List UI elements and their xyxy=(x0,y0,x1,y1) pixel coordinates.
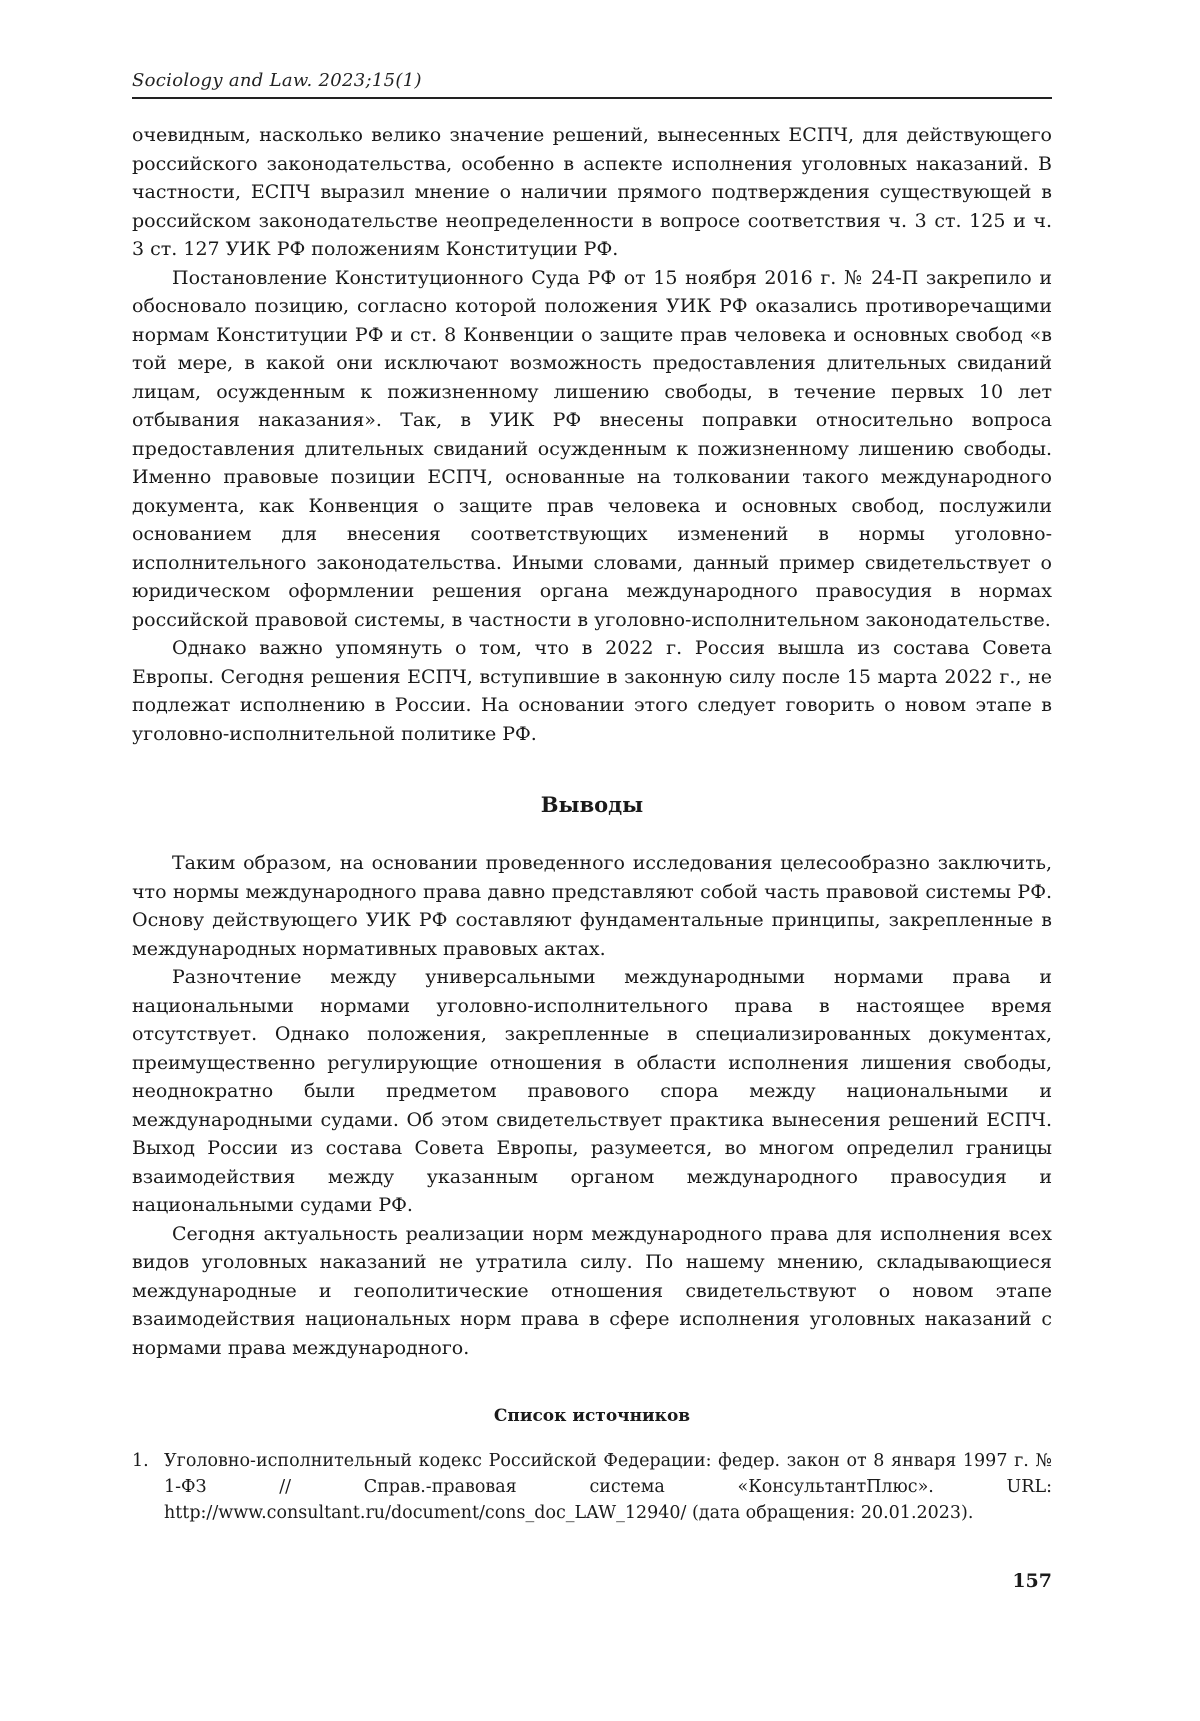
reference-text: Уголовно-исполнительный кодекс Российской Федерации: федер. закон от 8 января 1997 г. № 1-ФЗ // Справ.-правовая система «КонсультантПлюс». URL: http://www.consultant.ru/document/cons_doc_LAW_12940/ (дата обращения: 20.01.2023). xyxy=(164,1451,1052,1523)
references-list xyxy=(132,1448,1052,1526)
reference-item xyxy=(132,1448,1052,1526)
paragraph: Таким образом, на основании проведенного исследования целесообразно заключить, что нормы международного права давно представляют собой часть правовой системы РФ. Основу действующего УИК РФ составляют фундаментальные принципы, закрепленные в международных нормативных правовых актах. xyxy=(132,852,1052,960)
paragraph: Постановление Конституционного Суда РФ от 15 ноября 2016 г. № 24-П закрепило и обосновало позицию, согласно которой положения УИК РФ оказались противоречащими нормам Конституции РФ и ст. 8 Конвенции о защите прав человека и основных свобод «в той мере, в какой они исключают возможность предоставления длительных свиданий лицам, осужденным к пожизненному лишению свободы, в течение первых 10 лет отбывания наказания». Так, в УИК РФ внесены поправки относительно вопроса предоставления длительных свиданий осужденным к пожизненному лишению свободы. Именно правовые позиции ЕСПЧ, основанные на толковании такого международного документа, как Конвенция о защите прав человека и основных свобод, послужили основанием для внесения соответствующих изменений в нормы уголовно-исполнительного законодательства. Иными словами, данный пример свидетельствует о юридическом оформлении решения органа международного правосудия в нормах российской правовой системы, в частности в уголовно-исполнительном законодательстве. xyxy=(132,266,1052,631)
body-text xyxy=(132,121,1052,1362)
paragraph: Сегодня актуальность реализации норм международного права для исполнения всех видов уголовных наказаний не утратила силу. По нашему мнению, складывающиеся международные и геополитические отношения свидетельствуют о новом этапе взаимодействия национальных норм права в сфере исполнения уголовных наказаний с нормами права международного. xyxy=(132,1222,1052,1359)
reference-number: 1. xyxy=(132,1451,149,1471)
paragraph: очевидным, насколько велико значение решений, вынесенных ЕСПЧ, для действующего российского законодательства, особенно в аспекте исполнения уголовных наказаний. В частности, ЕСПЧ выразил мнение о наличии прямого подтверждения существующей в российском законодательстве неопределенности в вопросе соответствия ч. 3 ст. 125 и ч. 3 ст. 127 УИК РФ положениям Конституции РФ. xyxy=(132,124,1052,260)
page-number: 157 xyxy=(1012,1570,1052,1592)
page-content xyxy=(132,70,1052,1526)
references-heading: Список источников xyxy=(493,1406,691,1426)
running-header: Sociology and Law. 2023;15(1) xyxy=(132,70,1052,99)
section-heading: Выводы xyxy=(540,792,644,817)
paragraph: Однако важно упомянуть о том, что в 2022 г. Россия вышла из состава Совета Европы. Сегодня решения ЕСПЧ, вступившие в законную силу после 15 марта 2022 г., не подлежат исполнению в России. На основании этого следует говорить о новом этапе в уголовно-исполнительной политике РФ. xyxy=(132,637,1052,745)
paragraph: Разночтение между универсальными международными нормами права и национальными нормами уголовно-исполнительного права в настоящее время отсутствует. Однако положения, закрепленные в специализированных документах, преимущественно регулирующие отношения в области исполнения лишения свободы, неоднократно были предметом правового спора между национальными и международными судами. Об этом свидетельствует практика вынесения решений ЕСПЧ. Выход России из состава Совета Европы, разумеется, во многом определил границы взаимодействия между указанным органом международного правосудия и национальными судами РФ. xyxy=(132,966,1052,1216)
